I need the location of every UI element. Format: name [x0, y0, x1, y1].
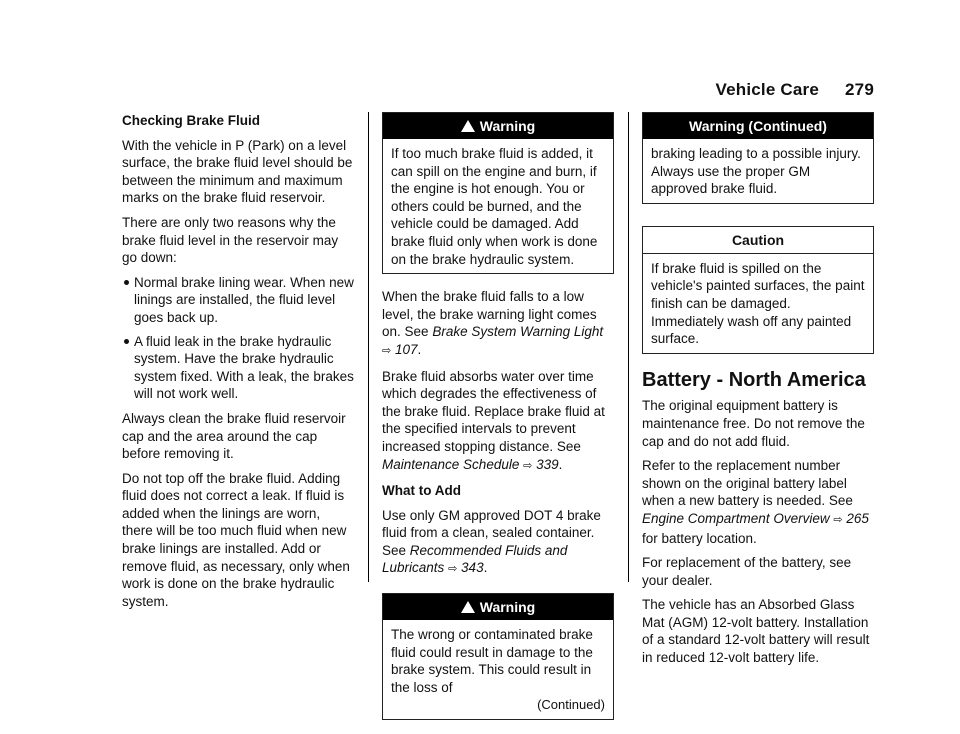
warning-continued-body: braking leading to a possible injury. Always use the proper GM approved brake fluid.	[651, 146, 861, 197]
caution-box	[642, 226, 874, 354]
paragraph: The vehicle has an Absorbed Glass Mat (AGM) 12-volt battery. Installation of a standard 12-volt battery will result in reduced 12-volt battery life.	[642, 597, 870, 666]
page-ref-icon: ⇨	[382, 344, 392, 357]
page-ref-number[interactable]: 107	[394, 341, 418, 357]
paragraph-text: Use only GM approved DOT 4 brake fluid from a clean, sealed container. See	[382, 507, 601, 558]
page-ref-icon: ⇨	[833, 513, 843, 526]
column-2	[382, 112, 614, 734]
caution-body: If brake fluid is spilled on the vehicle's painted surfaces, the paint finish can be damaged. Immediately wash off any painted surface.	[651, 260, 865, 347]
caution-header: Caution	[643, 227, 873, 254]
subheading-what-to-add: What to Add	[382, 483, 461, 499]
warning-text: The wrong or contaminated brake fluid could result in damage to the brake system. This could result in the loss of	[391, 627, 593, 695]
page-ref-number[interactable]: 265	[846, 510, 869, 526]
paragraph: Do not top off the brake fluid. Adding fluid does not correct a leak. If fluid is added when the linings are worn, there will be too much fluid when new brake linings are installed. Add or remove fluid, as necessary, only when work is done on the brake hydraulic system.	[122, 470, 350, 609]
paragraph: With the vehicle in P (Park) on a level surface, the brake fluid level should be between the minimum and maximum marks on the brake fluid reservoir.	[122, 137, 353, 206]
warning-box	[382, 112, 614, 274]
column-divider	[368, 112, 369, 582]
paragraph: For replacement of the battery, see your dealer.	[642, 555, 852, 588]
continued-label: (Continued)	[537, 697, 605, 713]
page-number: 279	[845, 80, 874, 99]
bullet-list	[122, 274, 354, 403]
bullet-item: Normal brake lining wear. When new linings are installed, the fluid level goes back up.	[122, 274, 354, 327]
column-3	[642, 112, 874, 674]
warning-header	[383, 113, 613, 139]
page-ref-icon: ⇨	[448, 563, 458, 576]
paragraph-text: Brake fluid absorbs water over time which degrades the effectiveness of the brake fluid. Replace brake fluid at the specified intervals to prevent increased stopping distance. See	[382, 368, 605, 454]
warning-triangle-icon	[461, 601, 475, 613]
warning-title: Warning	[479, 599, 536, 616]
warning-triangle-icon	[461, 120, 475, 132]
section-title: Vehicle Care	[715, 80, 820, 99]
page-ref-icon: ⇨	[523, 459, 533, 472]
paragraph: Always clean the brake fluid reservoir cap and the area around the cap before removing it.	[122, 410, 346, 462]
warning-body	[383, 620, 613, 719]
paragraph-text: for battery location.	[642, 530, 757, 546]
warning-box	[382, 593, 614, 720]
column-1	[122, 112, 354, 617]
paragraph: The original equipment battery is maintenance free. Do not remove the cap and do not add fluid.	[642, 398, 865, 449]
section-heading: Battery - North America	[642, 368, 866, 391]
paragraph-text: When the brake fluid falls to a low level, the brake warning light comes on. See	[382, 289, 597, 340]
column-divider	[628, 112, 629, 582]
subheading-checking-brake-fluid: Checking Brake Fluid	[122, 113, 261, 128]
cross-reference-link[interactable]: Recommended Fluids and Lubricants	[382, 542, 568, 576]
paragraph: When the brake fluid falls to a low level, the brake warning light comes on. See Brake System Warning Light ⇨ 107.	[382, 289, 604, 357]
paragraph-text: Refer to the replacement number shown on the original battery label when a new battery is needed. See	[642, 458, 853, 509]
warning-continued-header: Warning (Continued)	[643, 113, 873, 139]
warning-continued-box	[642, 112, 874, 204]
paragraph	[642, 457, 874, 547]
page-ref-number[interactable]: 343	[461, 560, 484, 576]
warning-title: Warning	[479, 118, 536, 134]
warning-body: If too much brake fluid is added, it can spill on the engine and burn, if the engine is hot enough. You or others could be burned, and the vehicle could be damaged. Add brake fluid only when work is done on the brake hydraulic system.	[391, 146, 598, 267]
cross-reference-link[interactable]: Maintenance Schedule	[382, 456, 520, 472]
paragraph: There are only two reasons why the brake fluid level in the reservoir may go down:	[122, 214, 339, 266]
cross-reference-link[interactable]: Brake System Warning Light	[432, 324, 604, 340]
page-ref-number[interactable]: 339	[536, 456, 559, 472]
warning-header	[383, 594, 613, 620]
cross-reference-link[interactable]: Engine Compartment Overview	[642, 510, 830, 526]
bullet-item: A fluid leak in the brake hydraulic system. Have the brake hydraulic system fixed. With a leak, the brakes will not work well.	[122, 333, 354, 403]
paragraph: Use only GM approved DOT 4 brake fluid from a clean, sealed container. See Recommended Fluids and Lubricants ⇨ 343.	[382, 507, 601, 576]
page-header	[716, 80, 875, 100]
paragraph: Brake fluid absorbs water over time which degrades the effectiveness of the brake fluid. Replace brake fluid at the specified intervals to prevent increased stopping distance. See Maintenance Schedule ⇨ 339.	[382, 368, 605, 472]
